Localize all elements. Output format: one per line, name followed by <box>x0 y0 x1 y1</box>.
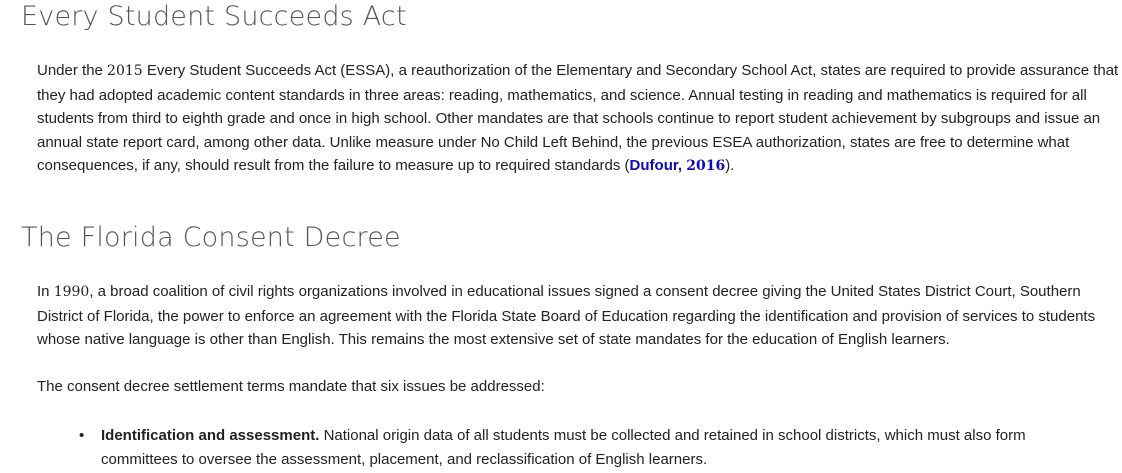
essa-paragraph <box>21 59 1122 179</box>
essa-year: 2015 <box>107 63 143 79</box>
section-heading-essa: Every Student Succeeds Act <box>21 1 407 32</box>
florida-text-body: , a broad coalition of civil rights organizations involved in educational issues signed a consent decree giving the United States District Court, Southern District of Florida, the power to enforce an agreement with the Florida State Board of Education regarding the identification and provision of services to students whose native language is other than English. This remains the most extensive set of state mandates for the education of English learners. <box>37 283 1096 349</box>
florida-year: 1990 <box>53 284 90 300</box>
citation-author: Dufour, <box>629 157 687 175</box>
list-item-body <box>95 424 1089 471</box>
bullet-icon: • <box>79 427 85 444</box>
list-item <box>79 424 1089 471</box>
section-heading-florida: The Florida Consent Decree <box>21 222 401 253</box>
list-item-lead: Identification and assessment. <box>101 427 320 444</box>
essa-text-start: Under the <box>37 62 108 79</box>
essa-text-end: ). <box>725 157 735 175</box>
list-item-text: National origin data of all students must be collected and retained in school districts, which must also form committees to oversee the assessment, placement, and reclassification of English learners. <box>101 427 1026 468</box>
citation-year: 2016 <box>686 158 726 175</box>
citation-link-dufour[interactable] <box>630 157 726 174</box>
florida-text-start: In <box>37 283 54 300</box>
settlement-intro-paragraph: The consent decree settlement terms mandate that six issues be addressed: <box>37 378 545 395</box>
settlement-issues-list <box>79 424 1089 471</box>
essa-text-body: Every Student Succeeds Act (ESSA), a reauthorization of the Elementary and Secondary School Act, states are required to provide assurance that they had adopted academic content standards in three areas: reading, mathematics, and science. Annual testing in reading and mathematics is required for all students from third to eighth grade and once in high school. Other mandates are that schools continue to report student achievement by subgroups and issue an annual state report card, among other data. Unlike measure under No Child Left Behind, the previous ESEA authorization, states are free to determine what consequences, if any, should result from the failure to measure up to required standards ( <box>37 62 1119 175</box>
florida-paragraph <box>21 280 1122 352</box>
